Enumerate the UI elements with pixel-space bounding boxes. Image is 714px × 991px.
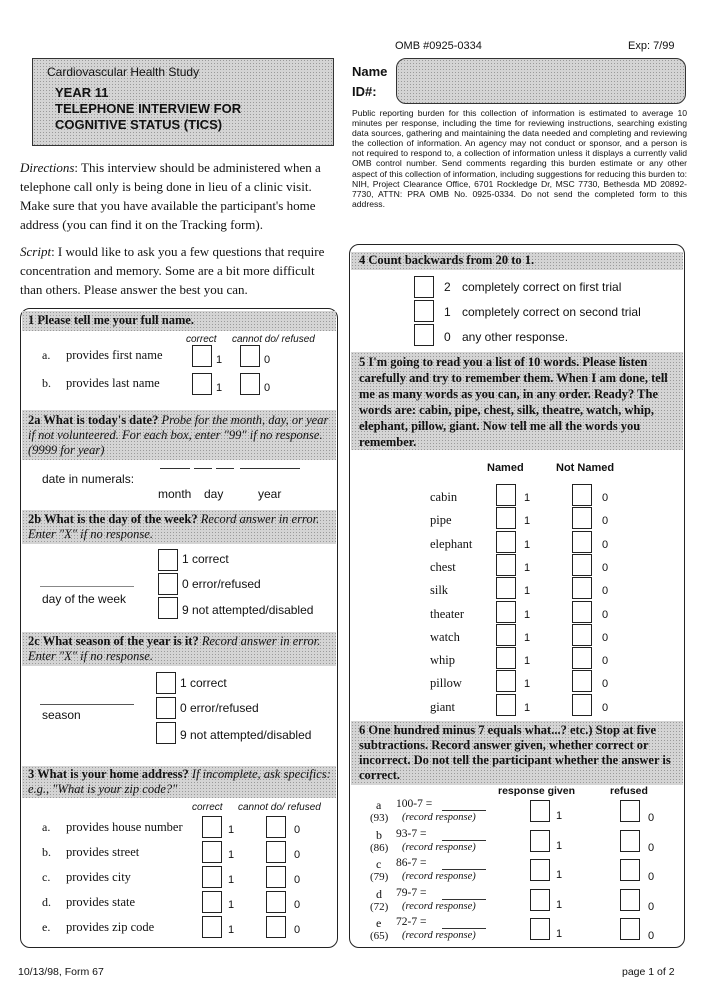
q6-refused-checkbox[interactable] (620, 889, 640, 911)
q2c-option: 9 not attempted/disabled (180, 728, 312, 742)
q2c-field-label: season (42, 708, 81, 722)
q3e-correct-checkbox[interactable] (202, 916, 222, 938)
q5-named-value: 1 (524, 608, 531, 621)
q3-item-letter: e. (42, 920, 51, 934)
q5-word: chest (430, 559, 456, 574)
q6-col-response: response given (498, 785, 576, 797)
q6-response-value: 1 (556, 869, 563, 881)
q5-not-named-value: 0 (602, 678, 609, 691)
q3b-correct-checkbox[interactable] (202, 841, 222, 863)
q6-record-hint: (record response) (402, 871, 476, 882)
q6-expression: 93-7 = (396, 827, 427, 840)
q2b-option: 0 error/refused (182, 577, 261, 591)
q6-answer-line[interactable] (442, 810, 486, 811)
q4-option-num: 0 (444, 330, 451, 344)
q2b-correct-checkbox[interactable] (158, 549, 178, 571)
q3c-correct-checkbox[interactable] (202, 866, 222, 888)
q6-refused-value: 0 (648, 900, 655, 913)
q2b-header (22, 510, 336, 544)
q2c-not-attempted-checkbox[interactable] (156, 722, 176, 744)
q5-word: watch (430, 629, 460, 644)
q6-response-checkbox[interactable] (530, 859, 550, 881)
q2c-header (22, 632, 336, 666)
q5-not-named-checkbox[interactable] (572, 531, 592, 553)
id-label: ID#: (352, 84, 377, 99)
q6-refused-value: 0 (648, 841, 655, 854)
q5-named-checkbox[interactable] (496, 507, 516, 529)
q4-option-label: completely correct on first trial (462, 280, 622, 294)
q5-col-not-named: Not Named (556, 462, 615, 474)
q6-title: 6 One hundred minus 7 equals what...? etc.) Stop at five subtractions. Record answer given, whether correct or incorrect. Do not tell the participant whether the answer is correct. (359, 723, 671, 782)
q2c-instructions: Record answer in error. Enter "X" if no response. (28, 634, 321, 663)
q6-record-hint: (record response) (402, 930, 476, 941)
q6-refused-checkbox[interactable] (620, 859, 640, 881)
q2b-option: 1 correct (182, 552, 229, 566)
q5-named-checkbox[interactable] (496, 670, 516, 692)
q3e-refused-checkbox[interactable] (266, 916, 286, 938)
q6-answer-line[interactable] (442, 840, 486, 841)
q1a-value-0: 0 (264, 354, 271, 366)
q5-word: whip (430, 653, 455, 668)
q6-refused-checkbox[interactable] (620, 830, 640, 852)
q5-header (351, 352, 683, 450)
q1-item-label: provides first name (66, 348, 163, 362)
q1a-refused-checkbox[interactable] (240, 345, 260, 367)
q2c-correct-checkbox[interactable] (156, 672, 176, 694)
q2b-field-label: day of the week (42, 592, 127, 606)
directions-text (20, 158, 338, 234)
q5-word: silk (430, 583, 449, 598)
q5-word: elephant (430, 536, 473, 551)
day-of-week-input[interactable] (40, 586, 134, 587)
q5-named-value: 1 (524, 585, 531, 598)
q1-item-letter: b. (42, 376, 51, 390)
q5-not-named-value: 0 (602, 608, 609, 621)
q1-item-letter: a. (42, 348, 51, 362)
q6-refused-checkbox[interactable] (620, 918, 640, 940)
q3e-value-0: 0 (294, 924, 301, 936)
q5-named-checkbox[interactable] (496, 624, 516, 646)
q6-refused-value: 0 (648, 812, 655, 824)
q5-not-named-checkbox[interactable] (572, 647, 592, 669)
omb-number: OMB #0925-0334 (395, 40, 482, 52)
q6-response-checkbox[interactable] (530, 800, 550, 822)
q6-response-value: 1 (556, 928, 563, 940)
q6-record-hint: (record response) (402, 841, 476, 853)
q3a-refused-checkbox[interactable] (266, 816, 286, 838)
q4-option-label: any other response. (462, 330, 569, 344)
q3-item-label: provides zip code (66, 920, 155, 934)
q5-not-named-checkbox[interactable] (572, 507, 592, 529)
q5-not-named-value: 0 (602, 585, 609, 598)
q6-expected-answer: (86) (370, 841, 389, 854)
q6-answer-line[interactable] (442, 899, 486, 900)
name-id-field[interactable] (396, 58, 686, 104)
q5-named-value: 1 (524, 492, 531, 504)
form-title-line1: TELEPHONE INTERVIEW FOR (55, 101, 242, 116)
q1-col-correct: correct (186, 334, 217, 345)
q2a-field-label: date in numerals: (42, 472, 135, 486)
q3-title: 3 What is your home address? (28, 767, 189, 781)
q3-item-letter: b. (42, 845, 51, 859)
q3-instructions: If incomplete, ask specifics: e.g., "What is your zip code?" (28, 767, 331, 796)
q3-item-label: provides house number (66, 820, 183, 834)
q5-named-checkbox[interactable] (496, 484, 516, 506)
q5-named-value: 1 (524, 515, 531, 528)
q6-record-hint: (record response) (402, 900, 476, 912)
month-input-2[interactable] (194, 468, 212, 469)
day-input[interactable] (216, 468, 234, 469)
q5-word: pipe (430, 513, 452, 528)
q3-col-refused: cannot do/ refused (238, 802, 321, 813)
q2b-not-attempted-checkbox[interactable] (158, 597, 178, 619)
q3d-value-1: 1 (228, 899, 235, 911)
q4-first-trial-checkbox[interactable] (414, 276, 434, 298)
q5-not-named-value: 0 (602, 701, 609, 714)
q6-record-hint: (record response) (402, 812, 476, 823)
q6-response-checkbox[interactable] (530, 830, 550, 852)
q2c-error-checkbox[interactable] (156, 697, 176, 719)
q1b-correct-checkbox[interactable] (192, 373, 212, 395)
q6-response-checkbox[interactable] (530, 918, 550, 940)
q2b-error-checkbox[interactable] (158, 573, 178, 595)
q6-expression: 86-7 = (396, 857, 427, 869)
q3d-value-0: 0 (294, 899, 301, 911)
q5-named-checkbox[interactable] (496, 647, 516, 669)
q3b-value-1: 1 (228, 849, 235, 861)
q1-item-label: provides last name (66, 376, 160, 390)
q5-word: cabin (430, 490, 458, 504)
q5-not-named-checkbox[interactable] (572, 624, 592, 646)
study-name: Cardiovascular Health Study (47, 65, 200, 79)
q5-named-checkbox[interactable] (496, 531, 516, 553)
q6-refused-value: 0 (648, 871, 655, 883)
q3b-value-0: 0 (294, 849, 301, 861)
q5-named-checkbox[interactable] (496, 577, 516, 599)
q5-not-named-checkbox[interactable] (572, 694, 592, 716)
script-label: Script (20, 244, 52, 259)
q1a-correct-checkbox[interactable] (192, 345, 212, 367)
q4-title: 4 Count backwards from 20 to 1. (359, 253, 535, 267)
q1-header (22, 311, 336, 331)
q3a-correct-checkbox[interactable] (202, 816, 222, 838)
q3a-value-1: 1 (228, 824, 235, 836)
q3-item-label: provides state (66, 895, 136, 909)
q5-named-value: 1 (524, 655, 531, 668)
q5-title: 5 I'm going to read you a list of 10 words. Please listen carefully and try to remember them. When I am done, tell me as many words as you can, in any order. Ready? The words are: cabin, pipe, chest, silk, theatre, watch, whip, elephant, pillow, giant. Now tell me all the words you remember. (359, 355, 668, 449)
q4-option-num: 2 (444, 280, 451, 294)
q6-col-refused: refused (610, 785, 648, 797)
form-title-line2: COGNITIVE STATUS (TICS) (55, 117, 223, 132)
q6-response-value: 1 (556, 839, 563, 852)
q2b-instructions: Record answer in error. Enter "X" if no response. (28, 512, 320, 541)
q5-not-named-value: 0 (602, 492, 609, 504)
name-label: Name (352, 64, 388, 79)
q3c-value-0: 0 (294, 874, 301, 886)
q2a-title: 2a What is today's date? (28, 413, 159, 427)
q1b-value-1: 1 (216, 382, 223, 394)
q2c-option: 0 error/refused (180, 701, 259, 715)
month-input-1[interactable] (160, 468, 190, 469)
q1b-refused-checkbox[interactable] (240, 373, 260, 395)
q6-header (351, 721, 683, 785)
q5-named-checkbox[interactable] (496, 694, 516, 716)
q3-item-letter: c. (42, 870, 51, 884)
q3c-refused-checkbox[interactable] (266, 866, 286, 888)
q6-answer-line[interactable] (442, 928, 486, 929)
q5-col-named: Named (487, 462, 524, 474)
form-header-box (32, 58, 334, 146)
q3d-correct-checkbox[interactable] (202, 891, 222, 913)
q6-expected-answer: (93) (370, 812, 389, 824)
q3-header (22, 766, 336, 798)
q2b-title: 2b What is the day of the week? (28, 512, 198, 526)
q5-word: pillow (430, 676, 462, 691)
q5-not-named-checkbox[interactable] (572, 554, 592, 576)
q6-response-value: 1 (556, 898, 563, 911)
q5-not-named-value: 0 (602, 538, 609, 551)
q3-item-label: provides street (66, 845, 140, 859)
q6-response-checkbox[interactable] (530, 889, 550, 911)
q4-second-trial-checkbox[interactable] (414, 300, 434, 322)
script-text (20, 242, 338, 299)
q3c-value-1: 1 (228, 874, 235, 886)
q5-named-value: 1 (524, 701, 531, 714)
q6-item-letter: d (376, 886, 382, 901)
q3d-refused-checkbox[interactable] (266, 891, 286, 913)
q6-refused-checkbox[interactable] (620, 800, 640, 822)
q6-expression: 100-7 = (396, 798, 433, 810)
q6-expected-answer: (65) (370, 930, 389, 942)
q1-title: 1 Please tell me your full name. (28, 313, 195, 327)
q3-item-label: provides city (66, 870, 131, 884)
footer-page-number: page 1 of 2 (622, 966, 675, 978)
q5-not-named-checkbox[interactable] (572, 601, 592, 623)
q2a-header (22, 410, 336, 460)
q3a-value-0: 0 (294, 824, 301, 836)
burden-statement: Public reporting burden for this collection of information is estimated to average 10 minutes per response, including the time for reviewing instructions, searching existing data sources, gathering and maintaining the data needed and completing and reviewing the collection of information. An agency may not conduct or sponsor, and a person is not required to respond to, a collection of information unless it displays a currently valid OMB control number. Send comments regarding this burden estimate or any other aspect of this collection of information, including suggestions for reducing this burden to: NIH, Project Clearance Office, 6701 Rockledge Dr, MSC 7730, Bethesda MD 20892-7730, ATTN: PRA OMB No. 0925-0334. Do not send the completed form to this address. (352, 108, 687, 209)
q6-answer-line[interactable] (442, 869, 486, 870)
directions-body: : This interview should be administered when a telephone call only is being done in lieu of a clinic visit. Make sure that you have available the participant's home address (you can find it on the Tracking form). (20, 160, 321, 232)
directions-label: Directions (20, 160, 75, 175)
year-input[interactable] (240, 468, 300, 469)
q4-option-label: completely correct on second trial (462, 305, 641, 319)
q5-named-value: 1 (524, 561, 531, 574)
q3-item-letter: a. (42, 820, 51, 834)
q5-not-named-value: 0 (602, 515, 609, 528)
q2c-title: 2c What season of the year is it? (28, 634, 199, 648)
q6-item-letter: e (376, 916, 382, 930)
q3-item-letter: d. (42, 895, 51, 909)
q5-not-named-value: 0 (602, 655, 609, 668)
q6-expected-answer: (79) (370, 871, 389, 883)
q6-response-value: 1 (556, 810, 563, 822)
q2a-instructions: Probe for the month, day, or year if not volunteered. For each box, enter "99" if no response. (9999 for year) (28, 413, 329, 457)
q5-not-named-checkbox[interactable] (572, 484, 592, 506)
q1b-value-0: 0 (264, 382, 271, 394)
q1-col-refused: cannot do/ refused (232, 334, 315, 345)
q6-item-letter: a (376, 798, 382, 812)
q5-not-named-checkbox[interactable] (572, 670, 592, 692)
q2b-option: 9 not attempted/disabled (182, 603, 314, 617)
season-input[interactable] (40, 704, 134, 705)
q1a-value-1: 1 (216, 354, 223, 366)
expiration-date: Exp: 7/99 (628, 40, 675, 52)
q4-option-num: 1 (444, 305, 451, 319)
q5-word: theater (430, 606, 465, 621)
q4-header (351, 252, 683, 270)
year-label: year (258, 487, 282, 501)
q6-expression: 72-7 = (396, 916, 427, 928)
footer-form-id: 10/13/98, Form 67 (18, 966, 104, 978)
script-body: : I would like to ask you a few questions that require concentration and memory. Some are a bit more difficult than others. Please answer the best you can. (20, 244, 325, 297)
q6-expression: 79-7 = (396, 886, 427, 899)
q6-refused-value: 0 (648, 930, 655, 942)
q5-named-checkbox[interactable] (496, 554, 516, 576)
q3-col-correct: correct (192, 802, 223, 813)
q5-not-named-value: 0 (602, 631, 609, 644)
q6-expected-answer: (72) (370, 900, 389, 913)
q6-item-letter: b (376, 827, 382, 842)
month-label: month (158, 487, 192, 501)
q5-named-value: 1 (524, 631, 531, 644)
q6-item-letter: c (376, 857, 382, 871)
q4-other-checkbox[interactable] (414, 324, 434, 346)
q3b-refused-checkbox[interactable] (266, 841, 286, 863)
day-label: day (204, 487, 224, 501)
q5-named-value: 1 (524, 538, 531, 551)
q2c-option: 1 correct (180, 676, 227, 690)
q5-word: giant (430, 699, 455, 714)
q5-not-named-checkbox[interactable] (572, 577, 592, 599)
year-label: YEAR 11 (55, 85, 109, 100)
q3e-value-1: 1 (228, 924, 235, 936)
q5-named-value: 1 (524, 678, 531, 691)
q5-not-named-value: 0 (602, 561, 609, 574)
q5-named-checkbox[interactable] (496, 601, 516, 623)
